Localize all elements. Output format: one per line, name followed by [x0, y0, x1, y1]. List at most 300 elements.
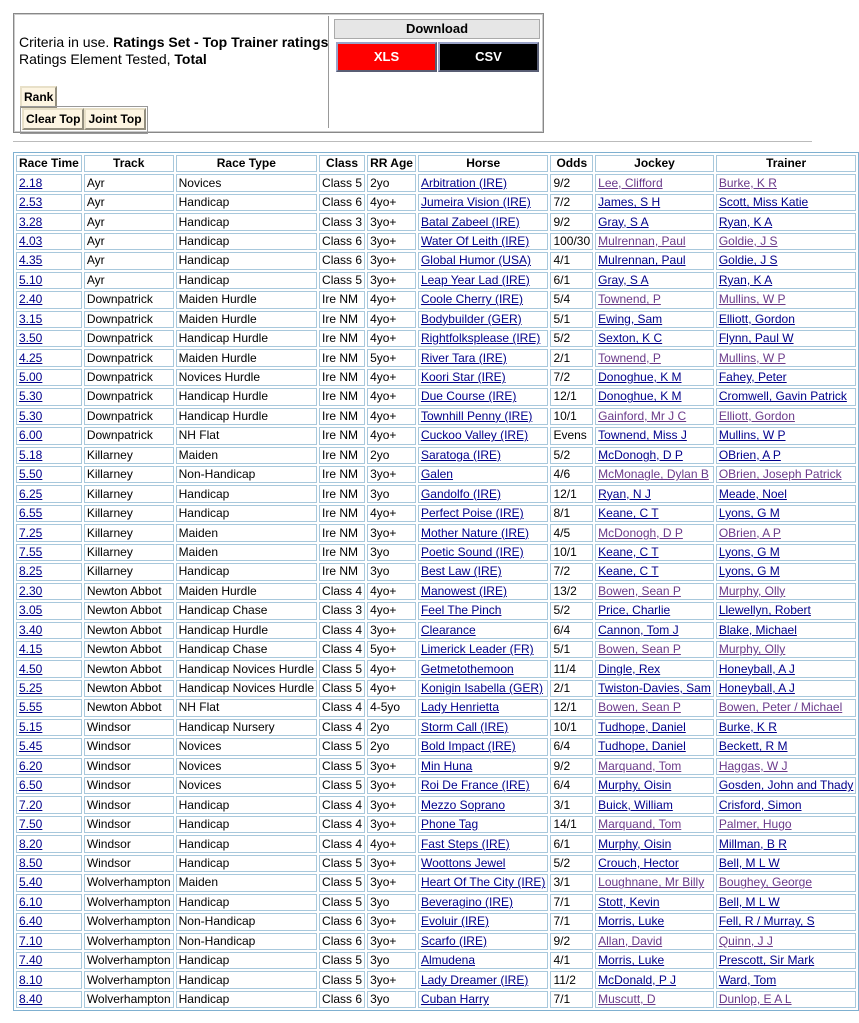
table-row [16, 291, 856, 308]
horse-link[interactable]: Perfect Poise (IRE) [420, 506, 524, 521]
cell-class: Class 6 [319, 252, 365, 269]
jockey-link[interactable]: Marquand, Tom [598, 817, 682, 832]
jockey-link[interactable]: Stott, Kevin [598, 894, 660, 909]
race-time-link[interactable]: 6.55 [19, 506, 43, 521]
trainer-link[interactable]: Palmer, Hugo [718, 817, 792, 832]
cell-trainer [716, 427, 857, 444]
cell-rr-age: 5yo+ [367, 641, 416, 658]
horse-link[interactable]: Bold Impact (IRE) [420, 739, 516, 754]
race-time-link[interactable]: 4.35 [19, 253, 43, 268]
cell-jockey [595, 971, 714, 988]
cell-track: Wolverhampton [84, 894, 174, 911]
trainer-link[interactable]: Cromwell, Gavin Patrick [718, 389, 847, 404]
cell-race-type: Handicap [176, 952, 317, 969]
cell-trainer [716, 971, 857, 988]
cell-jockey [595, 777, 714, 794]
horse-link[interactable]: Getmetothemoon [420, 661, 514, 676]
trainer-link[interactable]: Blake, Michael [718, 622, 797, 637]
horse-link[interactable]: Bodybuilder (GER) [420, 311, 522, 326]
trainer-link[interactable]: Quinn, J J [718, 933, 773, 948]
trainer-link[interactable]: Flynn, Paul W [718, 331, 794, 346]
cell-trainer [716, 874, 857, 891]
cell-race-type: Maiden Hurdle [176, 311, 317, 328]
jockey-link[interactable]: Muscutt, D [598, 992, 656, 1007]
cell-race-time [16, 894, 82, 911]
cell-trainer [716, 602, 857, 619]
jockey-link[interactable]: Bowen, Sean P [598, 583, 681, 598]
jockey-link[interactable]: James, S H [598, 195, 661, 210]
race-time-link[interactable]: 3.28 [19, 214, 43, 229]
cell-jockey [595, 583, 714, 600]
csv-download-button[interactable]: CSV [438, 42, 539, 72]
race-time-link[interactable]: 6.10 [19, 894, 43, 909]
horse-link[interactable]: Batal Zabeel (IRE) [420, 214, 520, 229]
cell-race-type: Handicap [176, 855, 317, 872]
trainer-link[interactable]: Llewellyn, Robert [718, 603, 811, 618]
header-class[interactable]: Class [319, 155, 365, 172]
trainer-link[interactable]: Lyons, G M [718, 506, 780, 521]
trainer-link[interactable]: Millman, B R [718, 836, 787, 851]
cell-class: Ire NM [319, 427, 365, 444]
horse-link[interactable]: Best Law (IRE) [420, 564, 502, 579]
jockey-link[interactable]: Loughnane, Mr Billy [598, 875, 705, 890]
jockey-link[interactable]: Townend, P [598, 292, 661, 307]
header-track[interactable]: Track [84, 155, 174, 172]
cell-race-time [16, 524, 82, 541]
race-time-link[interactable]: 5.00 [19, 370, 43, 385]
trainer-link[interactable]: Elliott, Gordon [718, 408, 795, 423]
horse-link[interactable]: Rightfolksplease (IRE) [420, 331, 541, 346]
horse-link[interactable]: Feel The Pinch [420, 603, 502, 618]
cell-track: Newton Abbot [84, 699, 174, 716]
cell-horse [418, 466, 548, 483]
horse-link[interactable]: Jumeira Vision (IRE) [420, 195, 531, 210]
jockey-link[interactable]: McDonogh, D P [598, 525, 683, 540]
table-row [16, 194, 856, 211]
horse-link[interactable]: Cuckoo Valley (IRE) [420, 428, 529, 443]
race-time-link[interactable]: 2.30 [19, 583, 43, 598]
jockey-link[interactable]: Mulrennan, Paul [598, 253, 686, 268]
horse-link[interactable]: Mother Nature (IRE) [420, 525, 529, 540]
jockey-link[interactable]: Murphy, Oisin [598, 836, 672, 851]
horse-link[interactable]: Heart Of The City (IRE) [420, 875, 546, 890]
cell-class: Class 4 [319, 796, 365, 813]
horse-link[interactable]: Clearance [420, 622, 476, 637]
horse-link[interactable]: Poetic Sound (IRE) [420, 544, 524, 559]
cell-jockey [595, 874, 714, 891]
table-row [16, 349, 856, 366]
horse-link[interactable]: Coole Cherry (IRE) [420, 292, 523, 307]
cell-track: Killarney [84, 485, 174, 502]
cell-rr-age: 4yo+ [367, 388, 416, 405]
race-time-link[interactable]: 5.15 [19, 719, 43, 734]
cell-odds: 10/1 [550, 544, 593, 561]
jockey-link[interactable]: Dingle, Rex [598, 661, 661, 676]
trainer-link[interactable]: Dunlop, E A L [718, 992, 792, 1007]
cell-trainer [716, 544, 857, 561]
cell-rr-age: 3yo+ [367, 252, 416, 269]
cell-race-type: Handicap [176, 796, 317, 813]
trainer-link[interactable]: Ryan, K A [718, 272, 773, 287]
cell-horse [418, 719, 548, 736]
cell-rr-age: 4yo+ [367, 505, 416, 522]
cell-odds: 13/2 [550, 583, 593, 600]
table-row [16, 777, 856, 794]
race-time-link[interactable]: 6.50 [19, 778, 43, 793]
jockey-link[interactable]: Gray, S A [598, 272, 649, 287]
race-time-link[interactable]: 4.25 [19, 350, 43, 365]
table-row [16, 622, 856, 639]
jockey-link[interactable]: Keane, C T [598, 544, 659, 559]
horse-link[interactable]: Min Huna [420, 758, 473, 773]
cell-jockey [595, 427, 714, 444]
cell-rr-age: 3yo [367, 563, 416, 580]
trainer-link[interactable]: Goldie, J S [718, 233, 778, 248]
jockey-link[interactable]: Morris, Luke [598, 953, 665, 968]
trainer-link[interactable]: Honeyball, A J [718, 661, 795, 676]
cell-odds: 3/1 [550, 874, 593, 891]
trainer-link[interactable]: Lyons, G M [718, 544, 780, 559]
cell-horse [418, 311, 548, 328]
trainer-link[interactable]: Goldie, J S [718, 253, 778, 268]
race-time-link[interactable]: 4.03 [19, 233, 43, 248]
jockey-link[interactable]: Donoghue, K M [598, 370, 682, 385]
trainer-link[interactable]: Murphy, Olly [718, 583, 786, 598]
race-time-link[interactable]: 3.15 [19, 311, 43, 326]
horse-link[interactable]: River Tara (IRE) [420, 350, 507, 365]
horse-link[interactable]: Koori Star (IRE) [420, 370, 506, 385]
cell-class: Class 5 [319, 894, 365, 911]
horse-link[interactable]: Beveragino (IRE) [420, 894, 513, 909]
cell-horse [418, 971, 548, 988]
trainer-link[interactable]: Meade, Noel [718, 486, 787, 501]
cell-track: Newton Abbot [84, 660, 174, 677]
cell-horse [418, 641, 548, 658]
cell-rr-age: 3yo+ [367, 758, 416, 775]
cell-trainer [716, 233, 857, 250]
trainer-link[interactable]: Bell, M L W [718, 855, 780, 870]
header-trainer[interactable]: Trainer [716, 155, 857, 172]
trainer-link[interactable]: Gosden, John and Thady [718, 778, 854, 793]
cell-race-time [16, 816, 82, 833]
horse-link[interactable]: Water Of Leith (IRE) [420, 233, 530, 248]
jockey-link[interactable]: Donoghue, K M [598, 389, 682, 404]
jockey-link[interactable]: Cannon, Tom J [598, 622, 679, 637]
horse-link[interactable]: Lady Dreamer (IRE) [420, 972, 529, 987]
race-time-link[interactable]: 5.30 [19, 408, 43, 423]
trainer-link[interactable]: Beckett, R M [718, 739, 788, 754]
cell-odds: 6/4 [550, 622, 593, 639]
header-race-time[interactable]: Race Time [16, 155, 82, 172]
clear-top-button[interactable]: Clear Top [22, 108, 84, 130]
cell-track: Downpatrick [84, 311, 174, 328]
horse-link[interactable]: Cuban Harry [420, 992, 489, 1007]
trainer-link[interactable]: Bowen, Peter / Michael [718, 700, 843, 715]
horse-link[interactable]: Galen [420, 467, 453, 482]
jockey-link[interactable]: Allan, David [598, 933, 663, 948]
trainer-link[interactable]: Murphy, Olly [718, 642, 786, 657]
jockey-link[interactable]: Buick, William [598, 797, 673, 812]
trainer-link[interactable]: Mullins, W P [718, 292, 786, 307]
jockey-link[interactable]: Crouch, Hector [598, 855, 679, 870]
trainer-link[interactable]: Honeyball, A J [718, 681, 795, 696]
table-row [16, 330, 856, 347]
horse-link[interactable]: Mezzo Soprano [420, 797, 505, 812]
race-time-link[interactable]: 2.18 [19, 175, 43, 190]
trainer-link[interactable]: Prescott, Sir Mark [718, 953, 815, 968]
jockey-link[interactable]: Twiston-Davies, Sam [598, 681, 711, 696]
jockey-link[interactable]: McDonald, P J [598, 972, 676, 987]
race-time-link[interactable]: 5.40 [19, 875, 43, 890]
race-time-link[interactable]: 7.20 [19, 797, 43, 812]
header-jockey[interactable]: Jockey [595, 155, 714, 172]
horse-link[interactable]: Roi De France (IRE) [420, 778, 530, 793]
cell-race-time [16, 233, 82, 250]
race-time-link[interactable]: 7.10 [19, 933, 43, 948]
jockey-link[interactable]: McDonogh, D P [598, 447, 683, 462]
trainer-link[interactable]: Elliott, Gordon [718, 311, 795, 326]
table-row [16, 311, 856, 328]
cell-class: Class 5 [319, 952, 365, 969]
cell-jockey [595, 233, 714, 250]
trainer-link[interactable]: Burke, K R [718, 719, 777, 734]
trainer-link[interactable]: Crisford, Simon [718, 797, 802, 812]
jockey-link[interactable]: Gainford, Mr J C [598, 408, 687, 423]
race-time-link[interactable]: 6.00 [19, 428, 43, 443]
jockey-link[interactable]: Bowen, Sean P [598, 700, 681, 715]
horse-link[interactable]: Woottons Jewel [420, 855, 506, 870]
horse-link[interactable]: Due Course (IRE) [420, 389, 517, 404]
cell-rr-age: 2yo [367, 719, 416, 736]
trainer-link[interactable]: Mullins, W P [718, 350, 786, 365]
race-time-link[interactable]: 5.10 [19, 272, 43, 287]
race-time-link[interactable]: 8.10 [19, 972, 43, 987]
cell-race-type: Maiden [176, 544, 317, 561]
race-time-link[interactable]: 4.50 [19, 661, 43, 676]
horse-link[interactable]: Almudena [420, 953, 475, 968]
horse-link[interactable]: Gandolfo (IRE) [420, 486, 501, 501]
cell-race-time [16, 991, 82, 1008]
jockey-link[interactable]: Marquand, Tom [598, 758, 682, 773]
cell-trainer [716, 952, 857, 969]
jockey-link[interactable]: Lee, Clifford [598, 175, 663, 190]
table-row [16, 835, 856, 852]
jockey-link[interactable]: Price, Charlie [598, 603, 671, 618]
cell-class: Class 5 [319, 174, 365, 191]
cell-rr-age: 2yo [367, 174, 416, 191]
cell-race-time [16, 758, 82, 775]
cell-rr-age: 3yo+ [367, 777, 416, 794]
horse-link[interactable]: Limerick Leader (FR) [420, 642, 534, 657]
cell-rr-age: 4yo+ [367, 369, 416, 386]
jockey-link[interactable]: Keane, C T [598, 506, 659, 521]
trainer-link[interactable]: Bell, M L W [718, 894, 780, 909]
race-time-link[interactable]: 2.40 [19, 292, 43, 307]
trainer-link[interactable]: OBrien, A P [718, 447, 781, 462]
race-time-link[interactable]: 5.45 [19, 739, 43, 754]
cell-odds: 7/2 [550, 194, 593, 211]
race-time-link[interactable]: 3.05 [19, 603, 43, 618]
header-race-type[interactable]: Race Type [176, 155, 317, 172]
horse-link[interactable]: Phone Tag [420, 817, 479, 832]
table-row [16, 174, 856, 191]
race-time-link[interactable]: 8.20 [19, 836, 43, 851]
horse-link[interactable]: Manowest (IRE) [420, 583, 507, 598]
trainer-link[interactable]: Mullins, W P [718, 428, 786, 443]
cell-race-time [16, 194, 82, 211]
cell-odds: 7/1 [550, 894, 593, 911]
cell-trainer [716, 777, 857, 794]
trainer-link[interactable]: Fell, R / Murray, S [718, 914, 815, 929]
cell-race-type: Novices [176, 738, 317, 755]
cell-horse [418, 233, 548, 250]
trainer-link[interactable]: OBrien, Joseph Patrick [718, 467, 842, 482]
cell-race-type: Handicap Hurdle [176, 408, 317, 425]
race-time-link[interactable]: 5.30 [19, 389, 43, 404]
cell-odds: 5/2 [550, 855, 593, 872]
jockey-link[interactable]: Morris, Luke [598, 914, 665, 929]
jockey-link[interactable]: Tudhope, Daniel [598, 739, 686, 754]
cell-track: Downpatrick [84, 388, 174, 405]
horse-link[interactable]: Storm Call (IRE) [420, 719, 509, 734]
cell-class: Class 6 [319, 913, 365, 930]
rank-button[interactable]: Rank [20, 86, 57, 108]
horse-link[interactable]: Townhill Penny (IRE) [420, 408, 533, 423]
jockey-link[interactable]: Bowen, Sean P [598, 642, 681, 657]
cell-jockey [595, 680, 714, 697]
cell-track: Killarney [84, 544, 174, 561]
cell-track: Newton Abbot [84, 622, 174, 639]
cell-jockey [595, 913, 714, 930]
horse-link[interactable]: Global Humor (USA) [420, 253, 531, 268]
jockey-link[interactable]: Ewing, Sam [598, 311, 663, 326]
cell-track: Wolverhampton [84, 874, 174, 891]
joint-top-button[interactable]: Joint Top [84, 108, 145, 130]
trainer-link[interactable]: Boughey, George [718, 875, 813, 890]
xls-download-button[interactable]: XLS [336, 42, 437, 72]
race-time-link[interactable]: 6.20 [19, 758, 43, 773]
race-time-link[interactable]: 4.15 [19, 642, 43, 657]
cell-track: Wolverhampton [84, 913, 174, 930]
table-row [16, 524, 856, 541]
horse-link[interactable]: Arbitration (IRE) [420, 175, 507, 190]
cell-track: Wolverhampton [84, 952, 174, 969]
horse-link[interactable]: Fast Steps (IRE) [420, 836, 510, 851]
divider [13, 141, 812, 142]
race-time-link[interactable]: 3.50 [19, 331, 43, 346]
cell-horse [418, 485, 548, 502]
jockey-link[interactable]: Murphy, Oisin [598, 778, 672, 793]
trainer-link[interactable]: Haggas, W J [718, 758, 788, 773]
jockey-link[interactable]: Townend, Miss J [598, 428, 687, 443]
cell-race-time [16, 485, 82, 502]
cell-rr-age: 3yo [367, 544, 416, 561]
race-time-link[interactable]: 7.55 [19, 544, 43, 559]
trainer-link[interactable]: Fahey, Peter [718, 370, 787, 385]
cell-race-type: Maiden [176, 524, 317, 541]
top-buttons-group [20, 106, 148, 134]
cell-rr-age: 3yo+ [367, 622, 416, 639]
cell-track: Ayr [84, 194, 174, 211]
trainer-link[interactable]: Scott, Miss Katie [718, 195, 809, 210]
race-time-link[interactable]: 5.25 [19, 681, 43, 696]
race-time-link[interactable]: 7.25 [19, 525, 43, 540]
race-time-link[interactable]: 8.40 [19, 992, 43, 1007]
race-time-link[interactable]: 8.25 [19, 564, 43, 579]
race-time-link[interactable]: 7.40 [19, 953, 43, 968]
jockey-link[interactable]: Gray, S A [598, 214, 649, 229]
cell-trainer [716, 505, 857, 522]
element-prefix: Ratings Element Tested, [19, 51, 175, 67]
jockey-link[interactable]: Townend, P [598, 350, 661, 365]
horse-link[interactable]: Evoluir (IRE) [420, 914, 489, 929]
horse-link[interactable]: Scarfo (IRE) [420, 933, 487, 948]
race-time-link[interactable]: 6.40 [19, 914, 43, 929]
header-rr-age[interactable]: RR Age [367, 155, 416, 172]
cell-race-time [16, 913, 82, 930]
cell-race-time [16, 563, 82, 580]
cell-trainer [716, 466, 857, 483]
trainer-link[interactable]: Ward, Tom [718, 972, 777, 987]
cell-rr-age: 3yo [367, 894, 416, 911]
table-row [16, 544, 856, 561]
race-time-link[interactable]: 2.53 [19, 195, 43, 210]
cell-race-time [16, 719, 82, 736]
trainer-link[interactable]: Lyons, G M [718, 564, 780, 579]
jockey-link[interactable]: Ryan, N J [598, 486, 651, 501]
horse-link[interactable]: Lady Henrietta [420, 700, 499, 715]
trainer-link[interactable]: OBrien, A P [718, 525, 781, 540]
race-time-link[interactable]: 5.50 [19, 467, 43, 482]
cell-horse [418, 252, 548, 269]
cell-race-time [16, 680, 82, 697]
race-time-link[interactable]: 6.25 [19, 486, 43, 501]
cell-race-time [16, 738, 82, 755]
cell-rr-age: 3yo+ [367, 816, 416, 833]
cell-race-time [16, 933, 82, 950]
horse-link[interactable]: Konigin Isabella (GER) [420, 681, 544, 696]
horse-link[interactable]: Saratoga (IRE) [420, 447, 501, 462]
jockey-link[interactable]: McMonagle, Dylan B [598, 467, 709, 482]
table-row [16, 408, 856, 425]
race-time-link[interactable]: 5.18 [19, 447, 43, 462]
race-time-link[interactable]: 7.50 [19, 817, 43, 832]
cell-odds: 12/1 [550, 699, 593, 716]
cell-rr-age: 4yo+ [367, 427, 416, 444]
cell-race-time [16, 699, 82, 716]
jockey-link[interactable]: Mulrennan, Paul [598, 233, 686, 248]
race-time-link[interactable]: 3.40 [19, 622, 43, 637]
horse-link[interactable]: Leap Year Lad (IRE) [420, 272, 530, 287]
cell-race-type: Maiden Hurdle [176, 349, 317, 366]
cell-horse [418, 816, 548, 833]
jockey-link[interactable]: Keane, C T [598, 564, 659, 579]
header-horse[interactable]: Horse [418, 155, 548, 172]
cell-trainer [716, 719, 857, 736]
header-odds[interactable]: Odds [550, 155, 593, 172]
trainer-link[interactable]: Ryan, K A [718, 214, 773, 229]
cell-race-time [16, 388, 82, 405]
cell-race-type: Handicap [176, 233, 317, 250]
race-time-link[interactable]: 8.50 [19, 855, 43, 870]
race-time-link[interactable]: 5.55 [19, 700, 43, 715]
jockey-link[interactable]: Tudhope, Daniel [598, 719, 686, 734]
trainer-link[interactable]: Burke, K R [718, 175, 777, 190]
jockey-link[interactable]: Sexton, K C [598, 331, 663, 346]
cell-class: Class 5 [319, 971, 365, 988]
cell-race-type: Handicap Chase [176, 602, 317, 619]
cell-class: Class 4 [319, 699, 365, 716]
